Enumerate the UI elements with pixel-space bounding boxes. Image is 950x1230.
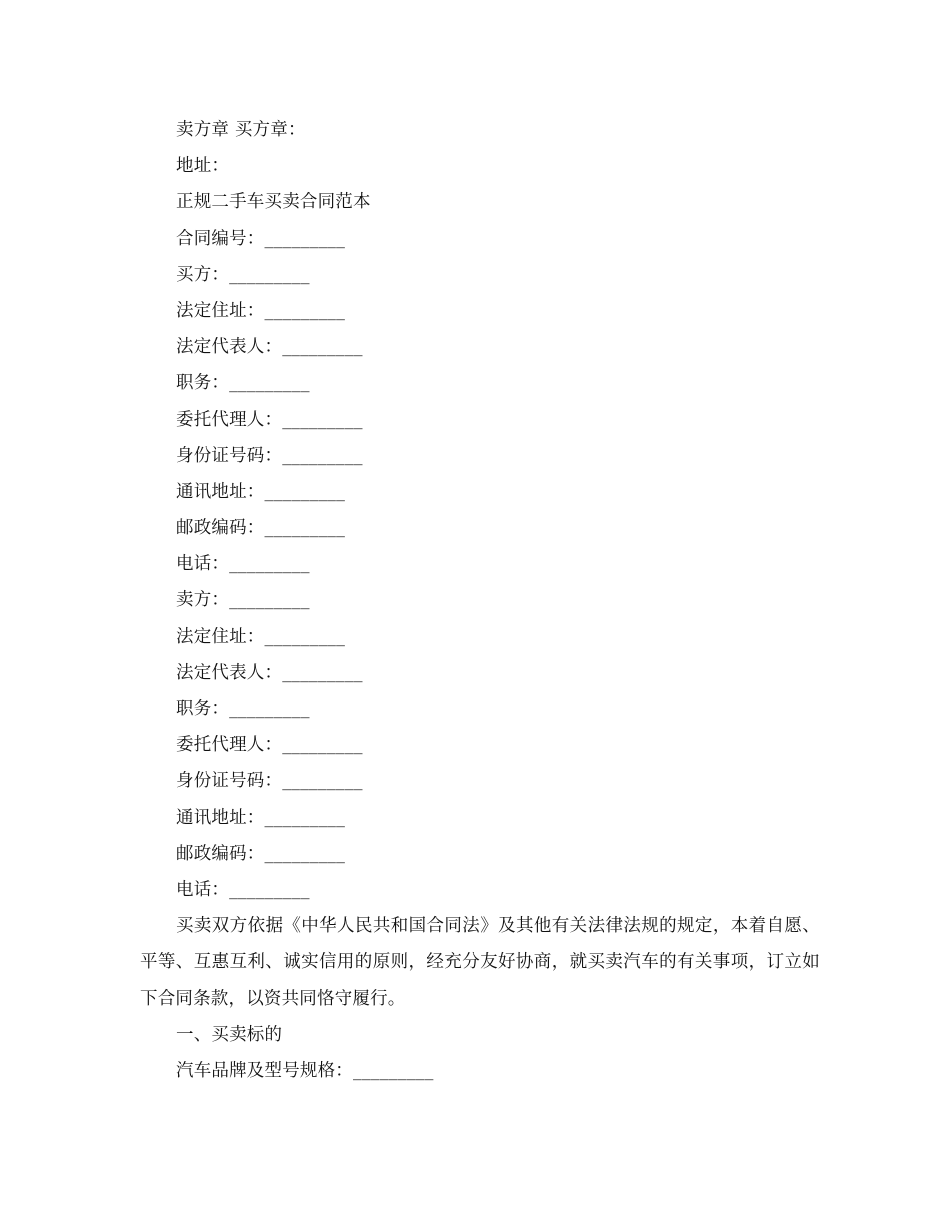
seller-position-field: 职务：_________: [176, 699, 310, 719]
section-heading: 一、买卖标的: [176, 1024, 283, 1045]
seal-line: 卖方章 买方章：: [176, 120, 306, 140]
car-brand-model-field: 汽车品牌及型号规格：_________: [176, 1060, 434, 1081]
buyer-address-field: 法定住址：_________: [176, 300, 346, 321]
seller-field: 卖方：_________: [176, 590, 310, 611]
preamble-paragraph: 买卖双方依据《中华人民共和国合同法》及其他有关法律法规的规定，本着自愿、平等、互惠互利、诚实信用的原则，经充分友好协商，就买卖汽车的有关事项，订立如下合同条款，以资共同恪守履行。: [140, 916, 820, 1009]
buyer-mailing-address-field: 通讯地址：_________: [176, 481, 346, 502]
contract-title: 正规二手车买卖合同范本: [176, 192, 371, 213]
document-body: [140, 112, 820, 1089]
address-line: 地址：: [176, 156, 230, 177]
buyer-phone-field: 电话：_________: [176, 554, 310, 575]
buyer-postal-code-field: 邮政编码：_________: [176, 518, 346, 539]
seller-agent-field: 委托代理人：_________: [176, 735, 363, 756]
seller-mailing-address-field: 通讯地址：_________: [176, 807, 346, 828]
buyer-field: 买方：_________: [176, 264, 310, 285]
buyer-legal-rep-field: 法定代表人：_________: [176, 337, 363, 358]
seller-id-number-field: 身份证号码：_________: [176, 771, 363, 792]
buyer-id-number-field: 身份证号码：_________: [176, 445, 363, 466]
contract-number-field: 合同编号：_________: [176, 228, 346, 249]
buyer-agent-field: 委托代理人：_________: [176, 409, 363, 430]
seller-legal-rep-field: 法定代表人：_________: [176, 662, 363, 683]
buyer-position-field: 职务：_________: [176, 373, 310, 394]
seller-address-field: 法定住址：_________: [176, 626, 346, 647]
seller-phone-field: 电话：_________: [176, 879, 310, 900]
seller-postal-code-field: 邮政编码：_________: [176, 843, 346, 864]
